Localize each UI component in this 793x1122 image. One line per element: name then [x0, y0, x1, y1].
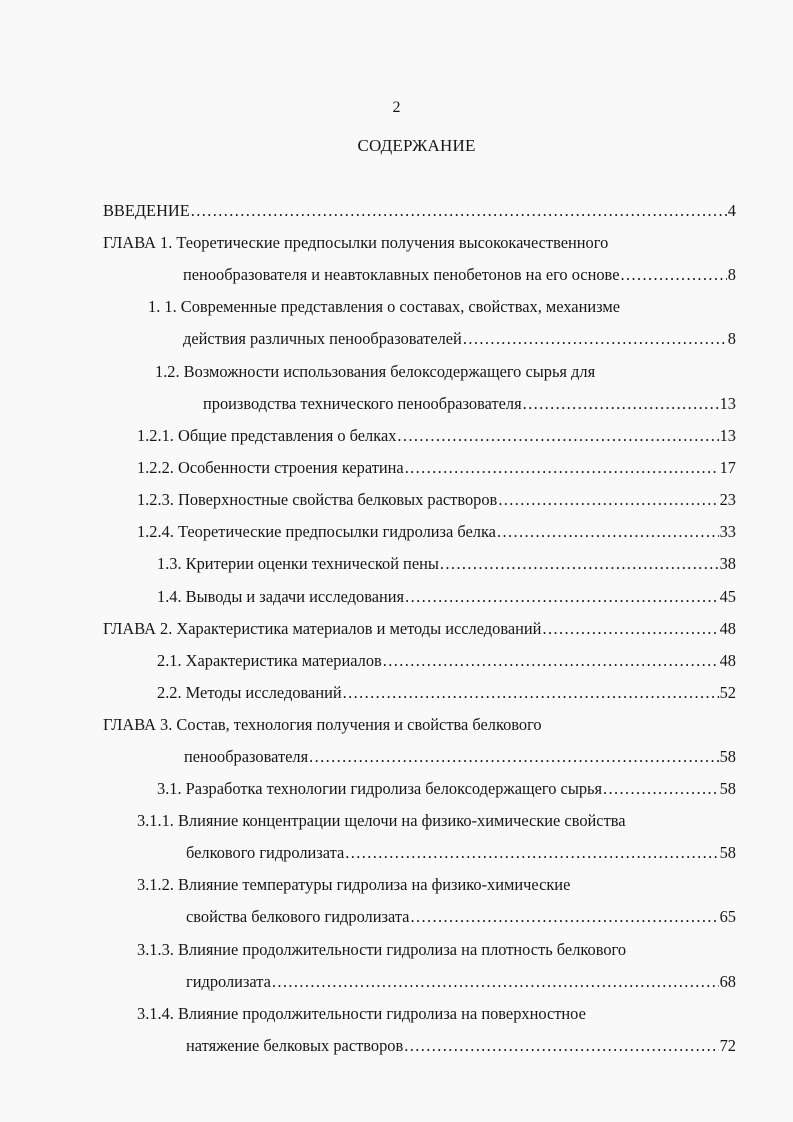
toc-page-number: 8	[727, 265, 736, 284]
toc-entry-s1-2-2	[137, 457, 736, 479]
contents-title: СОДЕРЖАНИЕ	[357, 136, 476, 155]
toc-entry-text: 1.2.2. Особенности строения кератина	[137, 458, 404, 477]
toc-entry-text: 1.4. Выводы и задачи исследования	[157, 587, 405, 606]
toc-entry-text: 3.1.4. Влияние продолжительности гидролиза на поверхностное	[137, 1004, 586, 1023]
dot-leader	[440, 553, 719, 575]
toc-entry-s1-2-4	[137, 521, 736, 543]
toc-entry-s2-1	[157, 650, 736, 672]
toc-entry-text: 2.1. Характеристика материалов	[157, 651, 382, 670]
toc-entry-s1-4	[157, 586, 736, 608]
toc-page-number: 13	[719, 394, 736, 413]
toc-entry-s3-1-2-line	[137, 874, 570, 896]
toc-entry-s3-1-3-line	[137, 939, 626, 961]
dot-leader	[463, 328, 727, 350]
toc-entry-s3-1-3	[186, 971, 736, 993]
dot-leader	[523, 393, 719, 415]
dot-leader	[410, 906, 718, 928]
toc-entry-text: белкового гидролизата	[186, 843, 345, 862]
toc-entry-text: 1.2. Возможности использования белоксодержащего сырья для	[155, 362, 596, 381]
toc-page-number: 38	[719, 554, 736, 573]
toc-entry-text: пенообразователя и неавтоклавных пенобетонов на его основе	[183, 265, 620, 284]
toc-page-number: 4	[727, 201, 736, 220]
toc-page-number: 58	[719, 843, 736, 862]
toc-page-number: 68	[719, 972, 736, 991]
toc-entry-s3-1-2	[186, 906, 736, 928]
toc-entry-s1-1-line	[148, 296, 620, 318]
toc-entry-text: 1. 1. Современные представления о составах, свойствах, механизме	[148, 297, 621, 316]
dot-leader	[397, 425, 718, 447]
toc-entry-text: 3.1. Разработка технологии гидролиза белоксодержащего сырья	[157, 779, 603, 798]
toc-entry-s1-1	[183, 328, 736, 350]
toc-entry-ch2	[103, 618, 736, 640]
toc-entry-ch1	[183, 264, 736, 286]
dot-leader	[191, 200, 727, 222]
toc-entry-text: 3.1.2. Влияние температуры гидролиза на физико-химические	[137, 875, 571, 894]
toc-page-number: 65	[719, 907, 736, 926]
toc-entry-s1-2-line	[155, 361, 595, 383]
toc-entry-text: гидролизата	[186, 972, 271, 991]
toc-page-number: 33	[719, 522, 736, 541]
toc-entry-s1-2-3	[137, 489, 736, 511]
toc-entry-text: ВВЕДЕНИЕ	[103, 201, 190, 220]
toc-entry-text: 1.3. Критерии оценки технической пены	[157, 554, 439, 573]
toc-entry-text: пенообразователя	[184, 747, 309, 766]
toc-entry-s3-1-4	[186, 1035, 736, 1057]
toc-entry-text: ГЛАВА 3. Состав, технология получения и свойства белкового	[103, 715, 542, 734]
dot-leader	[497, 521, 719, 543]
dot-leader	[620, 264, 726, 286]
dot-leader	[542, 618, 718, 640]
toc-page-number: 23	[719, 490, 736, 509]
toc-entry-text: 1.2.3. Поверхностные свойства белковых растворов	[137, 490, 498, 509]
toc-entry-s3-1-4-line	[137, 1003, 586, 1025]
toc-entry-ch3	[184, 746, 736, 768]
toc-page-number: 17	[719, 458, 736, 477]
dot-leader	[498, 489, 718, 511]
toc-entry-text: производства технического пенообразователя	[203, 394, 522, 413]
toc-entry-s1-2-1	[137, 425, 736, 447]
toc-entry-s1-3	[157, 553, 736, 575]
toc-entry-ch1-line	[103, 232, 608, 254]
toc-entry-s3-1-1-line	[137, 810, 626, 832]
toc-entry-s3-1-1	[186, 842, 736, 864]
toc-page-number: 45	[719, 587, 736, 606]
dot-leader	[343, 682, 719, 704]
toc-entry-s3-1	[157, 778, 736, 800]
toc-entry-text: 3.1.1. Влияние концентрации щелочи на физико-химические свойства	[137, 811, 626, 830]
toc-entry-s2-2	[157, 682, 736, 704]
toc-entry-ch3-line	[103, 714, 542, 736]
dot-leader	[383, 650, 719, 672]
dot-leader	[405, 457, 719, 479]
toc-entry-text: свойства белкового гидролизата	[186, 907, 410, 926]
toc-page-number: 8	[727, 329, 736, 348]
dot-leader	[272, 971, 719, 993]
toc-entry-text: 2.2. Методы исследований	[157, 683, 342, 702]
toc-page-number: 72	[719, 1036, 736, 1055]
toc-entry-text: действия различных пенообразователей	[183, 329, 462, 348]
dot-leader	[603, 778, 719, 800]
toc-page-number: 48	[719, 619, 736, 638]
dot-leader	[405, 586, 719, 608]
toc-entry-s1-2	[203, 393, 736, 415]
toc-page-number: 13	[719, 426, 736, 445]
toc-entry-text: 1.2.1. Общие представления о белках	[137, 426, 397, 445]
dot-leader	[404, 1035, 718, 1057]
toc-entry-text: ГЛАВА 2. Характеристика материалов и методы исследований	[103, 619, 542, 638]
toc-page-number: 58	[719, 747, 736, 766]
toc-entry-text: 1.2.4. Теоретические предпосылки гидролиза белка	[137, 522, 496, 541]
toc-page-number: 58	[719, 779, 736, 798]
page-number: 2	[392, 99, 401, 116]
toc-entry-text: 3.1.3. Влияние продолжительности гидролиза на плотность белкового	[137, 940, 627, 959]
toc-page-number: 52	[719, 683, 736, 702]
toc-entry-text: ГЛАВА 1. Теоретические предпосылки получения высококачественного	[103, 233, 609, 252]
toc-page-number: 48	[719, 651, 736, 670]
toc-entry-text: натяжение белковых растворов	[186, 1036, 404, 1055]
toc-entry-intro	[103, 200, 736, 222]
dot-leader	[309, 746, 718, 768]
dot-leader	[345, 842, 718, 864]
